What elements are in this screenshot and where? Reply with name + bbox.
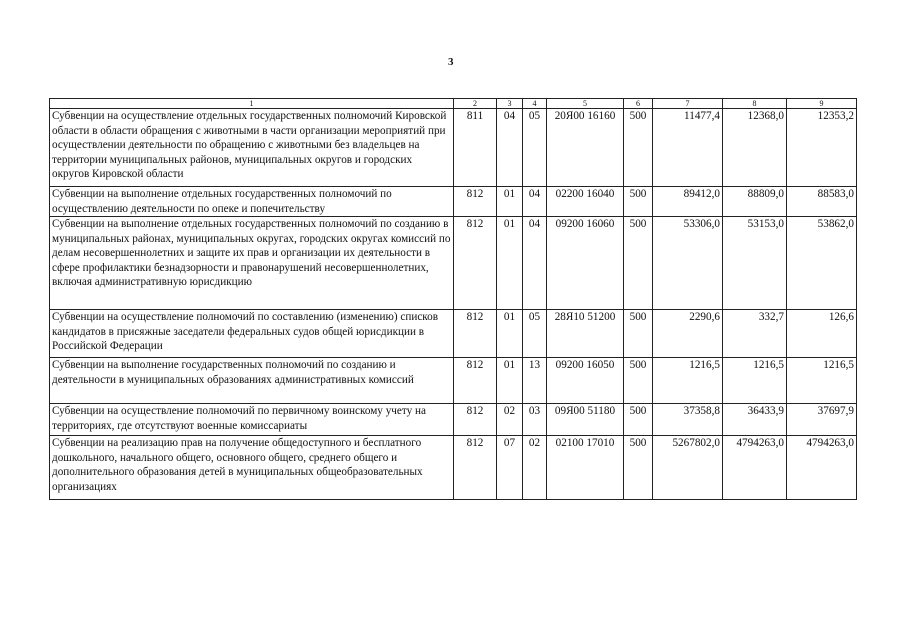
cell-amount-7: 1216,5 <box>653 358 723 404</box>
cell-amount-9: 53862,0 <box>787 217 857 310</box>
cell-amount-7: 11477,4 <box>653 109 723 187</box>
row-description: Субвенции на реализацию прав на получение общедоступного и бесплатного дошкольного, начального общего, основного общего, среднего общего и дополнительного образования детей в муниципальных общеобразовательных организациях <box>50 436 454 500</box>
cell-amount-8: 53153,0 <box>723 217 787 310</box>
cell-expense-type: 500 <box>624 217 653 310</box>
cell-target-article: 28Я10 51200 <box>547 310 624 358</box>
column-header: 5 <box>547 99 624 109</box>
column-header: 2 <box>454 99 497 109</box>
cell-section: 04 <box>497 109 523 187</box>
table-row <box>50 404 857 436</box>
cell-admin-code: 811 <box>454 109 497 187</box>
cell-expense-type: 500 <box>624 436 653 500</box>
cell-target-article: 09200 16050 <box>547 358 624 404</box>
cell-target-article: 09Я00 51180 <box>547 404 624 436</box>
cell-section: 02 <box>497 404 523 436</box>
cell-section: 01 <box>497 310 523 358</box>
column-header: 1 <box>50 99 454 109</box>
cell-subsection: 13 <box>523 358 547 404</box>
cell-subsection: 05 <box>523 310 547 358</box>
cell-expense-type: 500 <box>624 187 653 217</box>
row-description: Субвенции на выполнение отдельных государственных полномочий по созданию в муниципальных районах, муниципальных округах, городских округах комиссий по делам несовершеннолетних и защите их прав и организации их деятельности в сфере профилактики безнадзорности и правонарушений несовершеннолетних, включая административную юрисдикцию <box>50 217 454 310</box>
cell-section: 01 <box>497 217 523 310</box>
cell-admin-code: 812 <box>454 187 497 217</box>
column-header: 3 <box>497 99 523 109</box>
column-header: 4 <box>523 99 547 109</box>
table-row <box>50 187 857 217</box>
cell-subsection: 04 <box>523 217 547 310</box>
header-row <box>50 99 857 109</box>
cell-subsection: 03 <box>523 404 547 436</box>
budget-table <box>49 98 857 500</box>
table-row <box>50 217 857 310</box>
cell-amount-9: 88583,0 <box>787 187 857 217</box>
cell-section: 07 <box>497 436 523 500</box>
cell-amount-8: 4794263,0 <box>723 436 787 500</box>
cell-section: 01 <box>497 358 523 404</box>
cell-amount-9: 4794263,0 <box>787 436 857 500</box>
page-number: 3 <box>448 56 454 68</box>
cell-subsection: 02 <box>523 436 547 500</box>
cell-admin-code: 812 <box>454 310 497 358</box>
table-row <box>50 436 857 500</box>
cell-amount-7: 2290,6 <box>653 310 723 358</box>
cell-amount-7: 89412,0 <box>653 187 723 217</box>
cell-expense-type: 500 <box>624 109 653 187</box>
cell-amount-9: 37697,9 <box>787 404 857 436</box>
cell-amount-9: 1216,5 <box>787 358 857 404</box>
table-row <box>50 358 857 404</box>
cell-amount-8: 88809,0 <box>723 187 787 217</box>
cell-admin-code: 812 <box>454 404 497 436</box>
row-description: Субвенции на осуществление полномочий по первичному воинскому учету на территориях, где отсутствуют военные комиссариаты <box>50 404 454 436</box>
cell-amount-7: 5267802,0 <box>653 436 723 500</box>
cell-target-article: 09200 16060 <box>547 217 624 310</box>
cell-admin-code: 812 <box>454 358 497 404</box>
cell-amount-8: 332,7 <box>723 310 787 358</box>
cell-amount-8: 12368,0 <box>723 109 787 187</box>
row-description: Субвенции на осуществление отдельных государственных полномочий Кировской области в области обращения с животными в части организации мероприятий при осуществлении деятельности по обращению с животными без владельцев на территории муниципальных районов, муниципальных округов и городских округов Кировской области <box>50 109 454 187</box>
cell-subsection: 04 <box>523 187 547 217</box>
cell-amount-8: 1216,5 <box>723 358 787 404</box>
cell-subsection: 05 <box>523 109 547 187</box>
cell-amount-9: 12353,2 <box>787 109 857 187</box>
cell-expense-type: 500 <box>624 358 653 404</box>
table-row <box>50 109 857 187</box>
row-description: Субвенции на осуществление полномочий по составлению (изменению) списков кандидатов в присяжные заседатели федеральных судов общей юрисдикции в Российской Федерации <box>50 310 454 358</box>
cell-target-article: 02100 17010 <box>547 436 624 500</box>
column-header: 9 <box>787 99 857 109</box>
cell-target-article: 20Я00 16160 <box>547 109 624 187</box>
column-header: 7 <box>653 99 723 109</box>
row-description: Субвенции на выполнение государственных полномочий по созданию и деятельности в муниципальных образованиях административных комиссий <box>50 358 454 404</box>
cell-amount-8: 36433,9 <box>723 404 787 436</box>
cell-amount-7: 37358,8 <box>653 404 723 436</box>
row-description: Субвенции на выполнение отдельных государственных полномочий по осуществлению деятельности по опеке и попечительству <box>50 187 454 217</box>
cell-target-article: 02200 16040 <box>547 187 624 217</box>
cell-amount-9: 126,6 <box>787 310 857 358</box>
cell-expense-type: 500 <box>624 404 653 436</box>
cell-amount-7: 53306,0 <box>653 217 723 310</box>
cell-expense-type: 500 <box>624 310 653 358</box>
cell-admin-code: 812 <box>454 436 497 500</box>
cell-admin-code: 812 <box>454 217 497 310</box>
column-header: 6 <box>624 99 653 109</box>
table-row <box>50 310 857 358</box>
cell-section: 01 <box>497 187 523 217</box>
column-header: 8 <box>723 99 787 109</box>
